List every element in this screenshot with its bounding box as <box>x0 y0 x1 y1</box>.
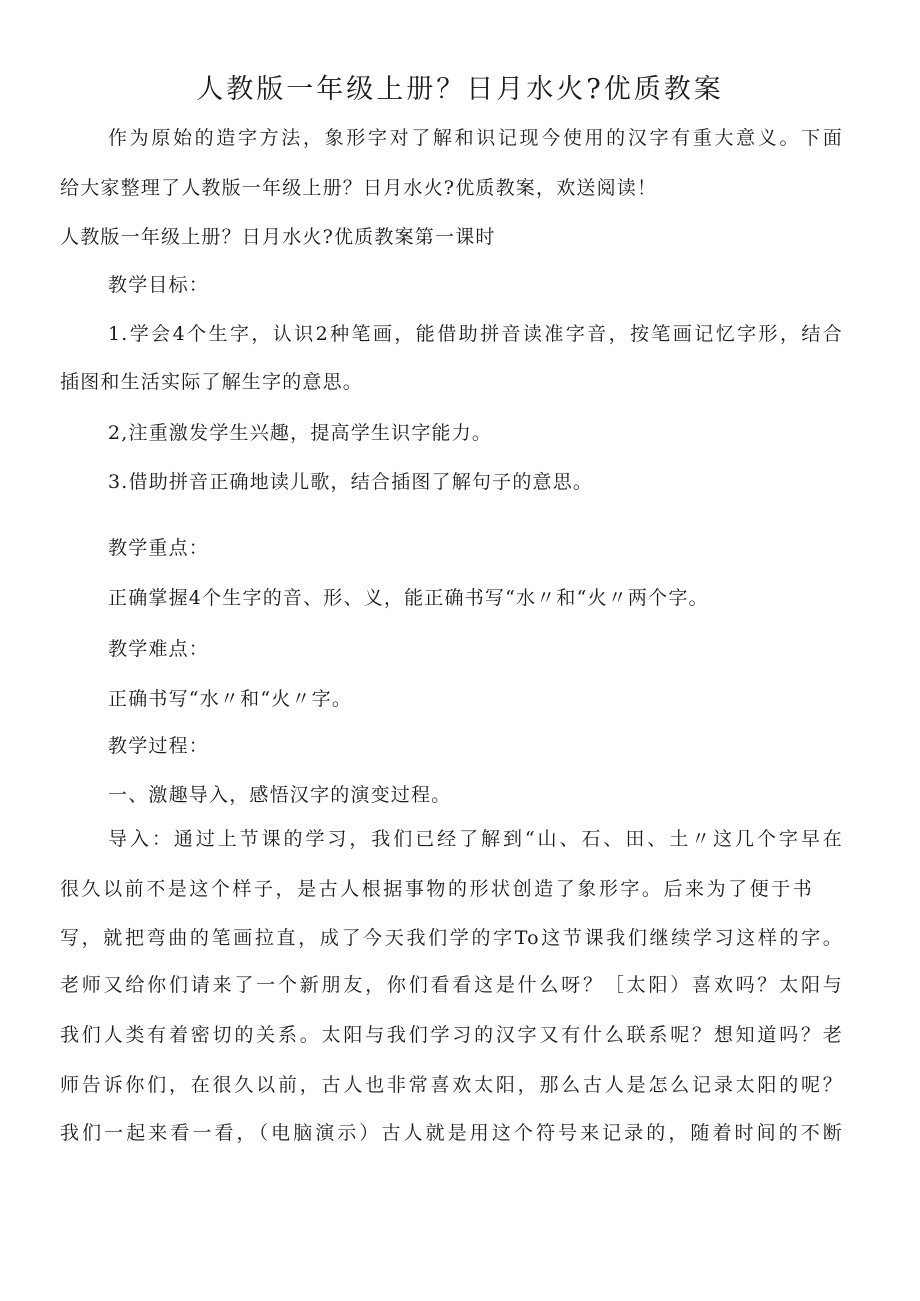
difficulty-text: 正确书写“水〃和“火〃字。 <box>108 688 353 710</box>
process-line-4: 老师又给你们请来了一个新朋友，你们看看这是什么呀？［太阳）喜欢吗？太阳与 <box>60 974 843 996</box>
intro-line-1: 作为原始的造字方法，象形字对了解和识记现今使用的汉字有重大意义。下面 <box>108 127 843 149</box>
goal-3: 3.借助拼音正确地读儿歌，结合插图了解句子的意思。 <box>108 471 594 493</box>
goal-1-line-1: 1.学会4个生字，认识2种笔画，能借助拼音读准字音，按笔画记忆字形，结合 <box>108 323 843 345</box>
goals-heading: 教学目标： <box>108 274 210 296</box>
process-line-6: 师告诉你们，在很久以前，古人也非常喜欢太阳，那么古人是怎么记录太阳的呢？ <box>60 1074 843 1096</box>
process-line-5: 我们人类有着密切的关系。太阳与我们学习的汉字又有什么联系呢？想知道吗？老 <box>60 1024 843 1046</box>
process-line-7: 我们一起来看一看，（电脑演示）古人就是用这个符号来记录的，随着时间的不断 <box>60 1122 843 1144</box>
process-line-2: 很久以前不是这个样子，是古人根据事物的形状创造了象形字。后来为了便于书 <box>60 878 813 900</box>
process-line-1: 导入：通过上节课的学习，我们已经了解到“山、石、田、土〃这几个字早在 <box>108 828 843 850</box>
key-text: 正确掌握4个生字的音、形、义，能正确书写“水〃和“火〃两个字。 <box>108 587 709 609</box>
step-one-heading: 一、激趣导入，感悟汉字的演变过程。 <box>108 784 452 806</box>
key-heading: 教学重点： <box>108 537 210 559</box>
process-heading: 教学过程： <box>108 735 210 757</box>
section-heading: 人教版一年级上册？日月水火?优质教案第一课时 <box>60 226 496 248</box>
document-title: 人教版一年级上册？日月水火?优质教案 <box>196 74 724 105</box>
difficulty-heading: 教学难点： <box>108 638 210 660</box>
process-line-3: 写，就把弯曲的笔画拉直，成了今天我们学的字To这节课我们继续学习这样的字。 <box>60 927 843 949</box>
goal-1-line-2: 插图和生活实际了解生字的意思。 <box>60 371 364 393</box>
goal-2: 2,注重激发学生兴趣，提高学生识字能力。 <box>108 422 493 444</box>
intro-line-2: 给大家整理了人教版一年级上册？日月水火?优质教案，欢送阅读！ <box>60 177 658 199</box>
